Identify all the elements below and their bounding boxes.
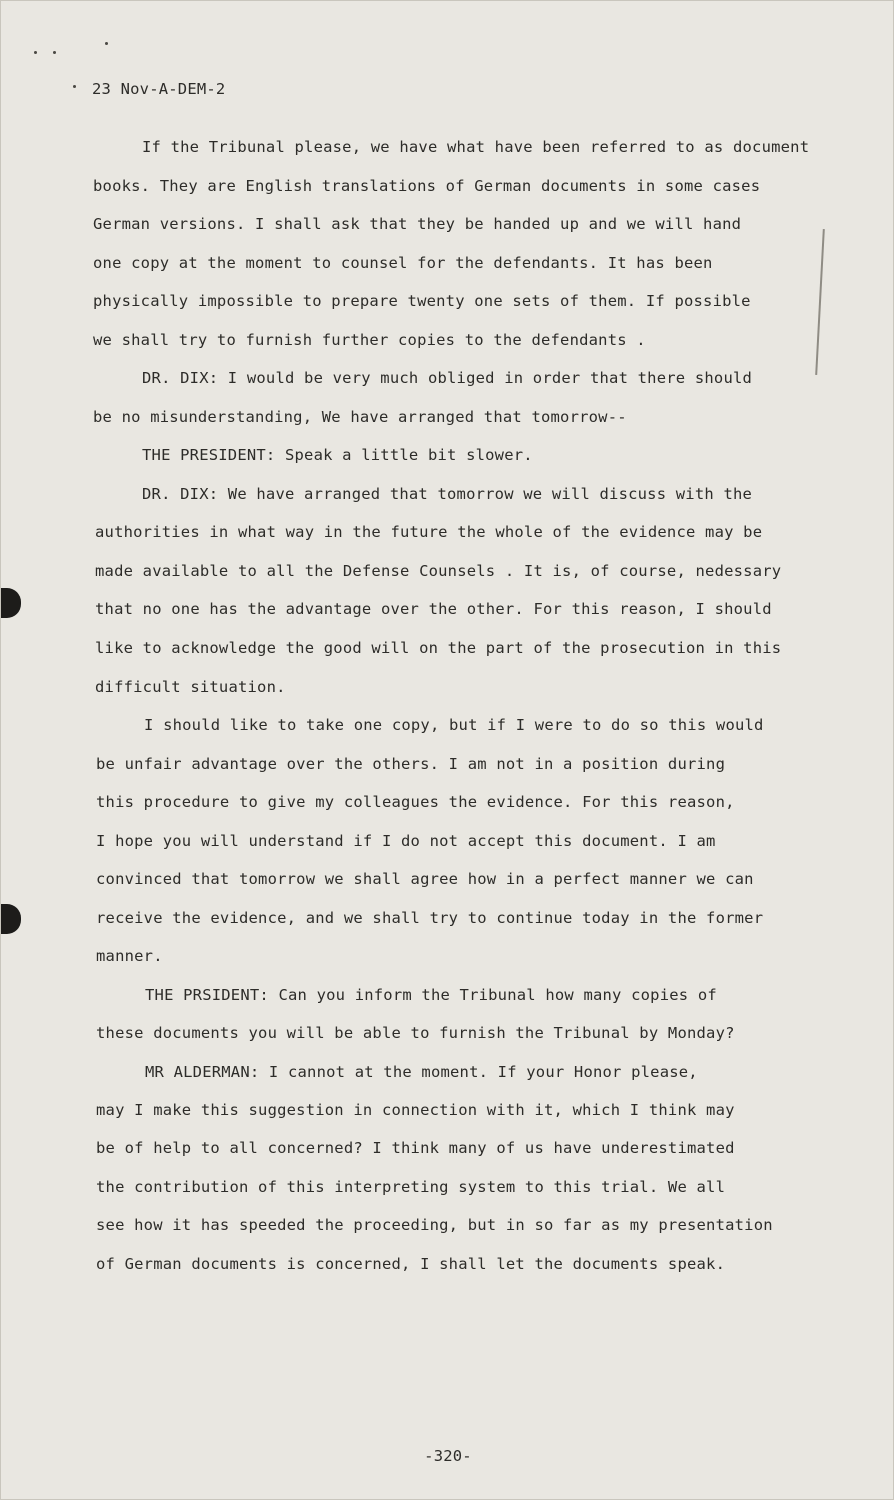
text-line: that no one has the advantage over the other. For this reason, I should: [95, 600, 772, 618]
text-line: of German documents is concerned, I shall let the documents speak.: [96, 1255, 726, 1273]
text-line: the contribution of this interpreting system to this trial. We all: [96, 1178, 726, 1196]
text-line: MR ALDERMAN: I cannot at the moment. If your Honor please,: [145, 1063, 698, 1081]
text-line: THE PRESIDENT: Speak a little bit slower.: [142, 446, 533, 464]
text-line: German versions. I shall ask that they be handed up and we will hand: [93, 215, 742, 233]
document-body: [1, 1, 894, 1500]
text-line: receive the evidence, and we shall try to continue today in the former: [96, 909, 764, 927]
page-number: -320-: [424, 1447, 472, 1465]
text-line: DR. DIX: We have arranged that tomorrow we will discuss with the: [142, 485, 753, 503]
text-line: If the Tribunal please, we have what have been referred to as document: [142, 138, 810, 156]
text-line: DR. DIX: I would be very much obliged in order that there should: [142, 369, 753, 387]
text-line: made available to all the Defense Counsels . It is, of course, nedessary: [95, 562, 782, 580]
text-line: one copy at the moment to counsel for the defendants. It has been: [93, 254, 713, 272]
document-header: 23 Nov-A-DEM-2: [92, 80, 226, 98]
text-line: we shall try to furnish further copies to the defendants .: [93, 331, 646, 349]
text-line: see how it has speeded the proceeding, but in so far as my presentation: [96, 1216, 773, 1234]
text-line: difficult situation.: [95, 678, 286, 696]
text-line: authorities in what way in the future the whole of the evidence may be: [95, 523, 763, 541]
text-line: be no misunderstanding, We have arranged that tomorrow--: [93, 408, 627, 426]
text-line: this procedure to give my colleagues the evidence. For this reason,: [96, 793, 735, 811]
text-line: like to acknowledge the good will on the part of the prosecution in this: [95, 639, 782, 657]
text-line: may I make this suggestion in connection with it, which I think may: [96, 1101, 735, 1119]
text-line: these documents you will be able to furnish the Tribunal by Monday?: [96, 1024, 735, 1042]
text-line: convinced that tomorrow we shall agree how in a perfect manner we can: [96, 870, 754, 888]
text-line: manner.: [96, 947, 163, 965]
text-line: I should like to take one copy, but if I were to do so this would: [144, 716, 764, 734]
text-line: be unfair advantage over the others. I am not in a position during: [96, 755, 726, 773]
text-line: THE PRSIDENT: Can you inform the Tribunal how many copies of: [145, 986, 717, 1004]
text-line: be of help to all concerned? I think many of us have underestimated: [96, 1139, 735, 1157]
text-line: books. They are English translations of German documents in some cases: [93, 177, 761, 195]
text-line: I hope you will understand if I do not accept this document. I am: [96, 832, 716, 850]
text-line: physically impossible to prepare twenty one sets of them. If possible: [93, 292, 751, 310]
